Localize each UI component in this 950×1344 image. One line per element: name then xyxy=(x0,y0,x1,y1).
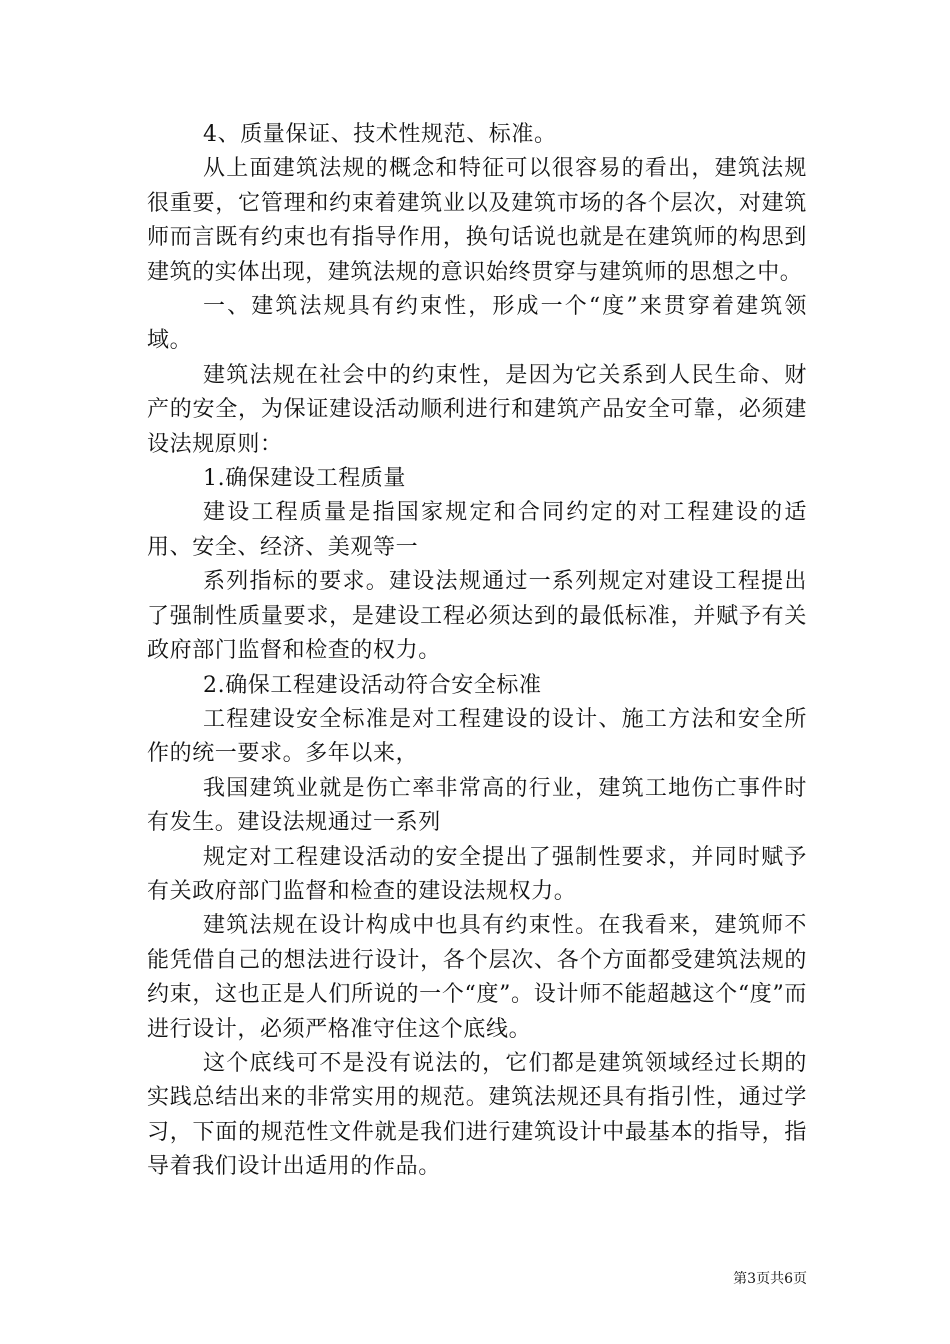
paragraph-quality-standards: 4、质量保证、技术性规范、标准。 xyxy=(203,122,557,147)
paragraph-safety-industry: 我国建筑业就是伤亡率非常高的行业，建筑工地伤亡事件时有发生。建设法规通过一系列 xyxy=(147,775,807,836)
list-item-safety: 2.确保工程建设活动符合安全标准 xyxy=(203,672,542,698)
page-number-footer xyxy=(0,1270,807,1288)
paragraph-quality-definition: 建设工程质量是指国家规定和合同约定的对工程建设的适用、安全、经济、美观等一 xyxy=(147,500,807,560)
page-number-label: 第3页共6页 xyxy=(733,1271,807,1287)
paragraph-quality-requirements: 系列指标的要求。建设法规通过一系列规定对建设工程提出了强制性质量要求，是建设工程必须达到的最低标准，并赋予有关政府部门监督和检查的权力。 xyxy=(147,569,807,664)
section-heading-constraint: 一、建筑法规具有约束性，形成一个“度”来贯穿着建筑领域。 xyxy=(147,294,807,354)
paragraph-safety-requirements: 规定对工程建设活动的安全提出了强制性要求，并同时赋予有关政府部门监督和检查的建设法规权力。 xyxy=(147,844,807,904)
paragraph-safety-definition: 工程建设安全标准是对工程建设的设计、施工方法和安全所作的统一要求。多年以来， xyxy=(147,706,807,767)
paragraph-regulation-overview: 从上面建筑法规的概念和特征可以很容易的看出，建筑法规很重要，它管理和约束着建筑业以及建筑市场的各个层次，对建筑师而言既有约束也有指导作用，换句话说也就是在建筑师的构思到建筑的实体出现，建筑法规的意识始终贯穿与建筑师的思想之中。 xyxy=(147,156,807,285)
paragraph-design-constraint: 建筑法规在设计构成中也具有约束性。在我看来，建筑师不能凭借自己的想法进行设计，各个层次、各个方面都受建筑法规的约束，这也正是人们所说的一个“度”。设计师不能超越这个“度”而进行设计，必须严格准守住这个底线。 xyxy=(147,913,807,1042)
list-item-quality: 1.确保建设工程质量 xyxy=(203,466,406,492)
paragraph-social-constraint: 建筑法规在社会中的约束性，是因为它关系到人民生命、财产的安全，为保证建设活动顺利进行和建筑产品安全可靠，必须建设法规原则： xyxy=(147,362,807,457)
document-body xyxy=(147,118,807,1185)
paragraph-guidance: 这个底线可不是没有说法的，它们都是建筑领域经过长期的实践总结出来的非常实用的规范。建筑法规还具有指引性，通过学习，下面的规范性文件就是我们进行建筑设计中最基本的指导，指导着我们设计出适用的作品。 xyxy=(147,1050,807,1180)
